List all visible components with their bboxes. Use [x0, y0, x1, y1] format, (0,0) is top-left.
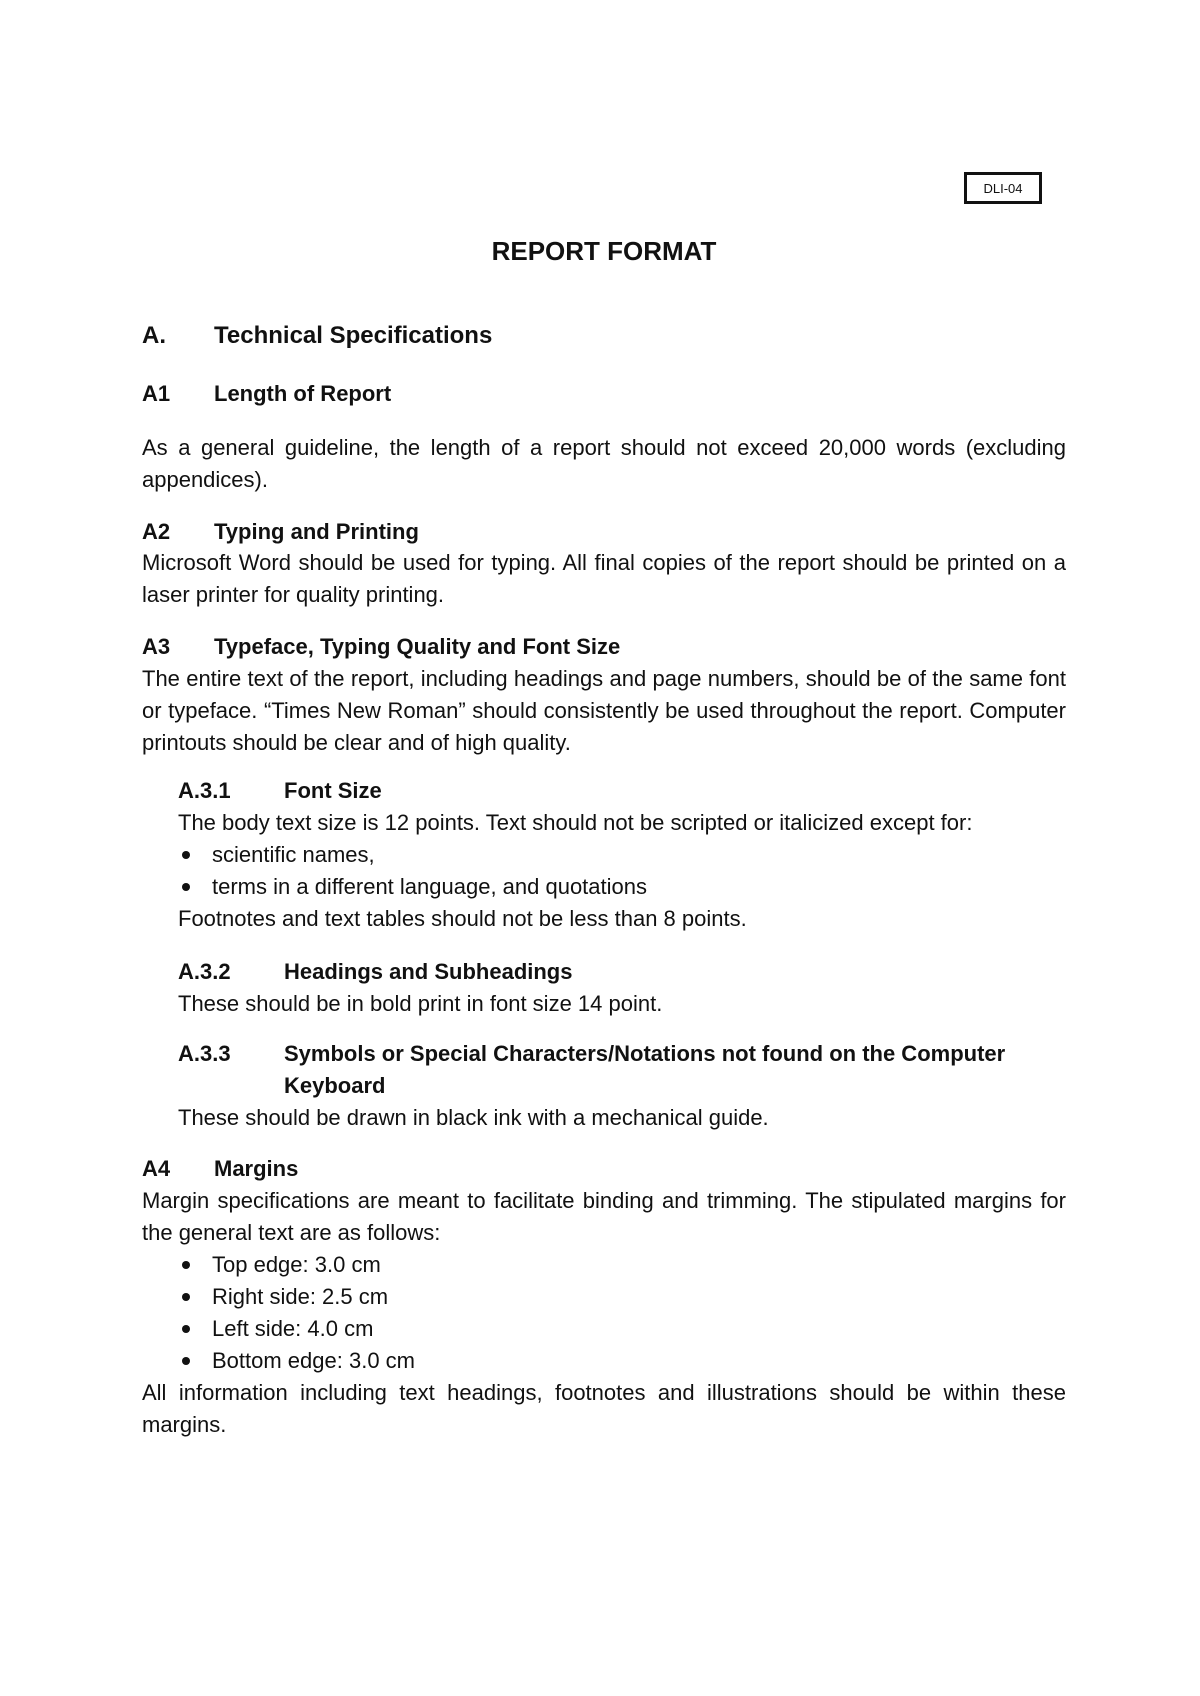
a3-title: Typeface, Typing Quality and Font Size [214, 634, 621, 659]
bullet-icon [182, 1293, 190, 1301]
bullet-icon [182, 1357, 190, 1365]
a33-text: These should be drawn in black ink with a mechanical guide. [178, 1105, 769, 1130]
a33-number: A.3.3 [178, 1041, 231, 1066]
bullet-icon [182, 1325, 190, 1333]
a1-title: Length of Report [214, 381, 392, 406]
a2-text: Microsoft Word should be used for typing. All final copies of the report should be printed on a laser printer for quality printing. [142, 550, 1066, 607]
a3-number: A3 [142, 634, 171, 659]
a4-bullet-list [142, 1249, 1066, 1377]
a31-bullet-list [142, 839, 1030, 903]
a2-title: Typing and Printing [214, 519, 419, 544]
a32-number: A.3.2 [178, 959, 231, 984]
page-title: REPORT FORMAT [491, 236, 717, 266]
a3-heading [142, 631, 1066, 663]
section-a-number: A. [142, 322, 166, 349]
a31-heading [178, 775, 1066, 807]
section-a-title: Technical Specifications [214, 322, 493, 349]
a33-title: Symbols or Special Characters/Notations not found on the Computer Keyboard [284, 1041, 1006, 1098]
a32-text: These should be in bold print in font size 14 point. [178, 991, 663, 1016]
a32-heading [178, 956, 1066, 988]
list-item: scientific names, [142, 839, 1030, 871]
list-item: Bottom edge: 3.0 cm [142, 1345, 1066, 1377]
list-item: Top edge: 3.0 cm [142, 1249, 1066, 1281]
a4-heading [142, 1153, 1066, 1185]
a1-number: A1 [142, 381, 171, 406]
list-item: Right side: 2.5 cm [142, 1281, 1066, 1313]
document-code: DLI-04 [964, 172, 1042, 204]
a2-number: A2 [142, 519, 171, 544]
a31-text: The body text size is 12 points. Text should not be scripted or italicized except for: [178, 810, 973, 835]
a32-title: Headings and Subheadings [284, 959, 573, 984]
a1-text: As a general guideline, the length of a report should not exceed 20,000 words (excluding appendices). [142, 435, 1066, 492]
a1-heading [142, 378, 1066, 410]
section-a-heading [142, 322, 1066, 350]
bullet-icon [182, 851, 190, 859]
bullet-icon [182, 883, 190, 891]
list-item: terms in a different language, and quotations [142, 871, 1030, 903]
a31-after-text: Footnotes and text tables should not be less than 8 points. [178, 906, 747, 931]
bullet-icon [182, 1261, 190, 1269]
a4-text: Margin specifications are meant to facilitate binding and trimming. The stipulated margins for the general text are as follows: [142, 1188, 1066, 1245]
list-item: Left side: 4.0 cm [142, 1313, 1066, 1345]
a33-heading [178, 1038, 1066, 1102]
a2-heading [142, 516, 1066, 548]
a4-after-text: All information including text headings, footnotes and illustrations should be within these margins. [142, 1380, 1066, 1437]
a31-title: Font Size [284, 778, 382, 803]
a31-number: A.3.1 [178, 778, 231, 803]
a4-number: A4 [142, 1156, 171, 1181]
a4-title: Margins [214, 1156, 299, 1181]
a3-text: The entire text of the report, including headings and page numbers, should be of the same font or typeface. “Times New Roman” should consistently be used throughout the report. Computer printouts should be clear and of high quality. [142, 666, 1066, 755]
